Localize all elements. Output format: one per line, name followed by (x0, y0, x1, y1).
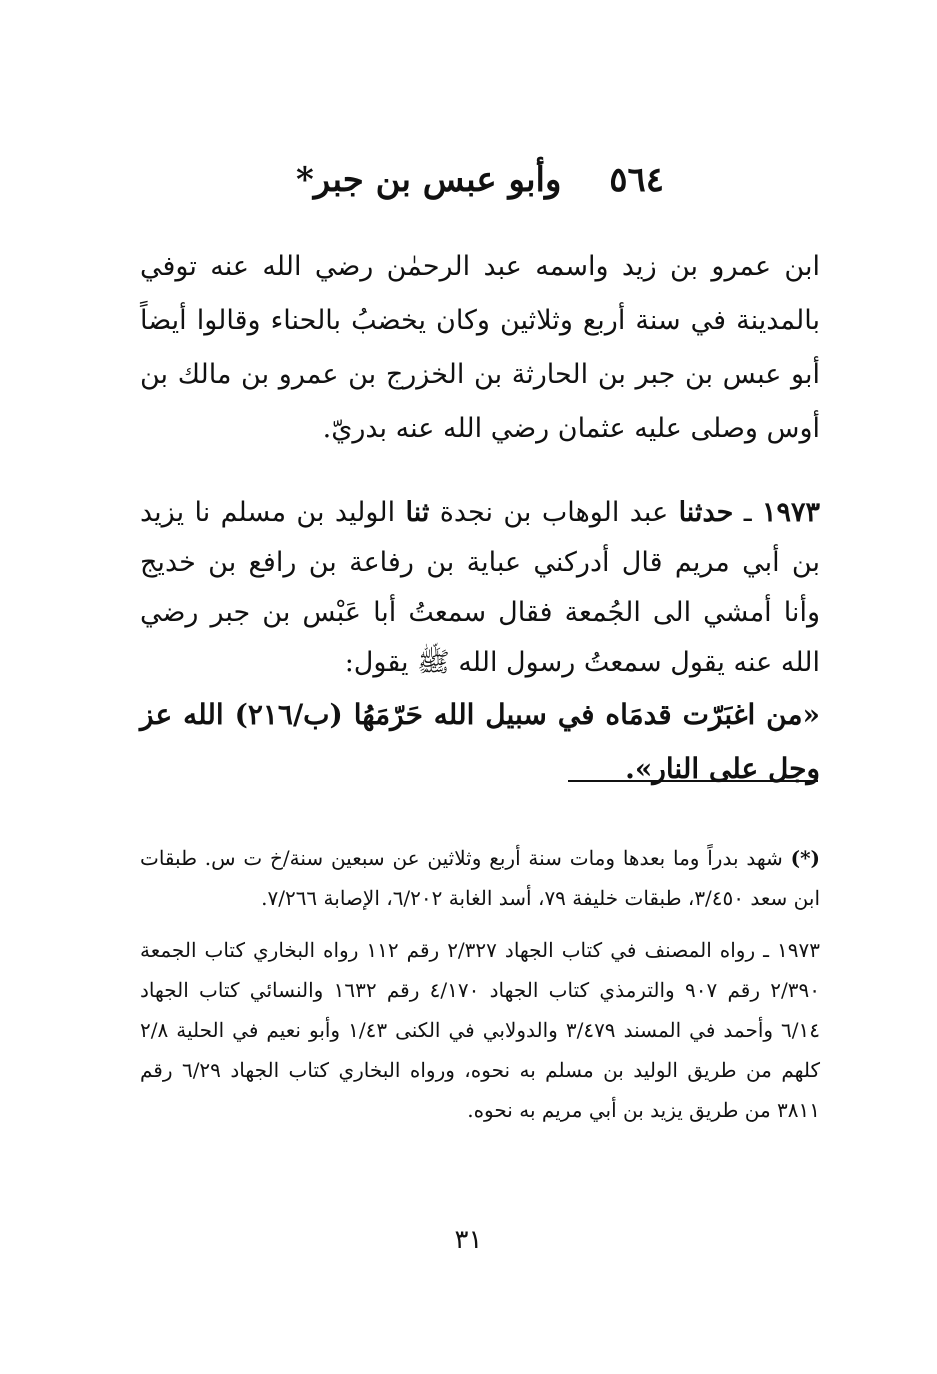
footnote-star (140, 838, 820, 918)
hadith-matn: «من اغبَرّت قدمَاه في سبيل الله حَرّمَهُا (ب/٢١٦) الله عز وجل على النار». (140, 698, 820, 785)
hadith-verb: حدثنا (678, 497, 734, 528)
footnote-star-text: شهد بدراً وما بعدها ومات سنة أربع وثلاثين عن سبعين سنة/خ ت س. طبقات ابن سعد ٣/٤٥٠، طبقات خليفة ٧٩، أسد الغابة ٦/٢٠٢، الإصابة ٧/٢٦٦. (140, 846, 820, 910)
hadith-isnad-rest: الوليد بن مسلم نا يزيد بن أبي مريم قال أدركني عباية بن رفاعة بن رافع بن خديج وأنا أمشي الى الجُمعة فقال سمعتُ أبا عَبْس بن جبر رضي الله عنه يقول سمعتُ رسول الله ﷺ يقول: (140, 497, 820, 678)
footnote-1973 (140, 930, 820, 1130)
footnote-1973-marker: ١٩٧٣ ـ (763, 938, 820, 962)
entry-title: وأبو عبس بن جبر* (295, 160, 562, 200)
page-number: ٣١ (454, 1225, 483, 1255)
footnote-divider (568, 780, 818, 782)
footnotes (140, 838, 820, 1142)
hadith-narrator: عبد الوهاب بن نجدة (429, 497, 679, 528)
hadith-number: ١٩٧٣ (762, 497, 821, 528)
entry-number: ٥٦٤ (609, 160, 665, 200)
hadith-verb-2: ثنا (405, 497, 430, 528)
hadith-separator: ـ (733, 497, 762, 528)
biography-paragraph: ابن عمرو بن زيد واسمه عبد الرحمٰن رضي الله عنه توفي بالمدينة في سنة أربع وثلاثين وكان يخضبُ بالحناء وقالوا أيضاً أبو عبس بن جبر بن الحارثة بن الخزرج بن عمرو بن مالك بن أوس وصلى عليه عثمان رضي الله عنه بدريّ. (140, 251, 820, 444)
entry-heading (140, 150, 820, 210)
hadith-block (140, 488, 820, 796)
footnote-star-marker: (*) (790, 846, 820, 870)
footnote-1973-text: رواه المصنف في كتاب الجهاد ٢/٣٢٧ رقم ١١٢ رواه البخاري كتاب الجمعة ٢/٣٩٠ رقم ٩٠٧ والترمذي كتاب الجهاد ٤/١٧٠ رقم ١٦٣٢ والنسائي كتاب الجهاد ٦/١٤ وأحمد في المسند ٣/٤٧٩ والدولابي في الكنى ١/٤٣ وأبو نعيم في الحلية ٢/٨ كلهم من طريق الوليد بن مسلم به نحوه، ورواه البخاري كتاب الجهاد ٦/٢٩ رقم ٣٨١١ من طريق يزيد بن أبي مريم به نحوه. (140, 938, 821, 1122)
hadith-isnad (140, 488, 820, 688)
